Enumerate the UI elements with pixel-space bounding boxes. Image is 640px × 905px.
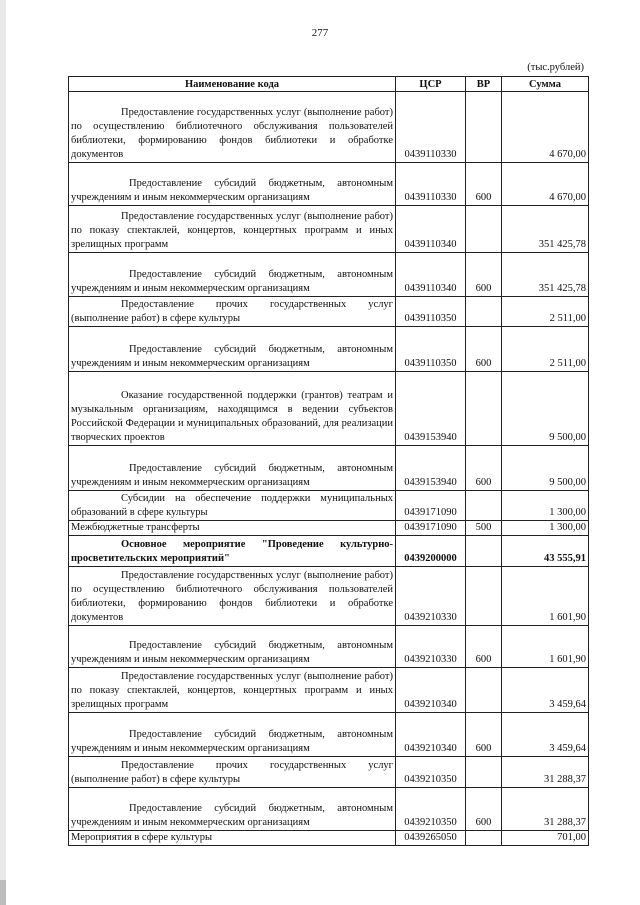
- row-name: Субсидии на обеспечение поддержки муниципальных образований в сфере культуры: [69, 491, 396, 521]
- row-name: Основное мероприятие "Проведение культурно-просветительских мероприятий": [69, 536, 396, 567]
- row-csr: 0439200000: [396, 536, 466, 567]
- row-vr: [466, 831, 502, 846]
- row-sum: 1 601,90: [502, 626, 589, 668]
- row-name: Предоставление государственных услуг (выполнение работ) по показу спектаклей, концертов, концертных программ и иных зрелищных программ: [69, 206, 396, 253]
- row-name: Предоставление государственных услуг (выполнение работ) по осуществлению библиотечного обслуживания пользователей библиотеки, формированию фондов библиотеки и обработке документов: [69, 567, 396, 626]
- row-sum: 9 500,00: [502, 372, 589, 446]
- row-name: Предоставление субсидий бюджетным, автономным учреждениям и иным некоммерческим организациям: [69, 626, 396, 668]
- table-row: [69, 713, 589, 757]
- row-sum: 1 300,00: [502, 521, 589, 536]
- row-vr: [466, 757, 502, 788]
- row-name: Предоставление субсидий бюджетным, автономным учреждениям и иным некоммерческим организациям: [69, 788, 396, 831]
- row-vr: [466, 92, 502, 163]
- row-vr: [466, 297, 502, 327]
- row-name: Оказание государственной поддержки (грантов) театрам и музыкальным организациям, находящимся в ведении субъектов Российской Федерации и муниципальных образований, для реализации творческих проектов: [69, 372, 396, 446]
- row-name: Предоставление прочих государственных услуг (выполнение работ) в сфере культуры: [69, 757, 396, 788]
- row-sum: 701,00: [502, 831, 589, 846]
- row-name: Мероприятия в сфере культуры: [69, 831, 396, 846]
- units-label: (тыс.рублей): [527, 62, 584, 73]
- row-name: Предоставление государственных услуг (выполнение работ) по показу спектаклей, концертов, концертных программ и иных зрелищных программ: [69, 668, 396, 713]
- row-vr: [466, 668, 502, 713]
- table-row: [69, 757, 589, 788]
- row-csr: 0439110340: [396, 206, 466, 253]
- table-row: [69, 297, 589, 327]
- row-csr: 0439210350: [396, 757, 466, 788]
- row-sum: 1 601,90: [502, 567, 589, 626]
- row-csr: 0439210330: [396, 626, 466, 668]
- row-vr: 600: [466, 163, 502, 206]
- row-csr: 0439210340: [396, 713, 466, 757]
- table-row: [69, 521, 589, 536]
- row-sum: 351 425,78: [502, 206, 589, 253]
- row-csr: 0439210350: [396, 788, 466, 831]
- row-sum: 2 511,00: [502, 327, 589, 372]
- row-csr: 0439110350: [396, 297, 466, 327]
- row-sum: 3 459,64: [502, 668, 589, 713]
- table-row: [69, 626, 589, 668]
- header-csr: ЦСР: [396, 77, 466, 92]
- header-sum: Сумма: [502, 77, 589, 92]
- scan-edge: [0, 0, 6, 905]
- row-vr: 600: [466, 253, 502, 297]
- scan-edge-shadow: [0, 880, 6, 905]
- row-sum: 351 425,78: [502, 253, 589, 297]
- table-row: [69, 491, 589, 521]
- row-csr: 0439210340: [396, 668, 466, 713]
- row-csr: 0439110340: [396, 253, 466, 297]
- row-sum: 9 500,00: [502, 446, 589, 491]
- row-csr: 0439153940: [396, 372, 466, 446]
- row-vr: 600: [466, 327, 502, 372]
- row-sum: 4 670,00: [502, 163, 589, 206]
- row-sum: 31 288,37: [502, 788, 589, 831]
- table-row: [69, 92, 589, 163]
- row-vr: [466, 206, 502, 253]
- row-name: Межбюджетные трансферты: [69, 521, 396, 536]
- row-vr: 600: [466, 788, 502, 831]
- row-csr: 0439171090: [396, 521, 466, 536]
- budget-table: [68, 76, 589, 846]
- row-sum: 2 511,00: [502, 297, 589, 327]
- row-vr: [466, 372, 502, 446]
- row-vr: 600: [466, 713, 502, 757]
- row-vr: [466, 567, 502, 626]
- row-name: Предоставление субсидий бюджетным, автономным учреждениям и иным некоммерческим организациям: [69, 327, 396, 372]
- table-row: [69, 253, 589, 297]
- table-row: [69, 668, 589, 713]
- page-number: 277: [311, 27, 329, 39]
- row-sum: 4 670,00: [502, 92, 589, 163]
- row-csr: 0439171090: [396, 491, 466, 521]
- row-csr: 0439110350: [396, 327, 466, 372]
- row-sum: 1 300,00: [502, 491, 589, 521]
- row-csr: 0439110330: [396, 92, 466, 163]
- row-sum: 3 459,64: [502, 713, 589, 757]
- table-row: [69, 831, 589, 846]
- row-vr: 500: [466, 521, 502, 536]
- row-csr: 0439265050: [396, 831, 466, 846]
- row-sum: 43 555,91: [502, 536, 589, 567]
- row-csr: 0439210330: [396, 567, 466, 626]
- row-name: Предоставление субсидий бюджетным, автономным учреждениям и иным некоммерческим организациям: [69, 446, 396, 491]
- row-vr: 600: [466, 626, 502, 668]
- header-name: Наименование кода: [69, 77, 396, 92]
- row-name: Предоставление государственных услуг (выполнение работ) по осуществлению библиотечного обслуживания пользователей библиотеки, формированию фондов библиотеки и обработке документов: [69, 92, 396, 163]
- table-row: [69, 163, 589, 206]
- table-row: [69, 206, 589, 253]
- row-name: Предоставление субсидий бюджетным, автономным учреждениям и иным некоммерческим организациям: [69, 163, 396, 206]
- table-row: [69, 788, 589, 831]
- row-sum: 31 288,37: [502, 757, 589, 788]
- row-csr: 0439110330: [396, 163, 466, 206]
- header-vr: ВР: [466, 77, 502, 92]
- table-row: [69, 372, 589, 446]
- row-vr: [466, 536, 502, 567]
- row-name: Предоставление субсидий бюджетным, автономным учреждениям и иным некоммерческим организациям: [69, 253, 396, 297]
- row-vr: [466, 491, 502, 521]
- table-row: [69, 446, 589, 491]
- table-row: [69, 567, 589, 626]
- table-row: [69, 536, 589, 567]
- row-csr: 0439153940: [396, 446, 466, 491]
- row-name: Предоставление субсидий бюджетным, автономным учреждениям и иным некоммерческим организациям: [69, 713, 396, 757]
- row-name: Предоставление прочих государственных услуг (выполнение работ) в сфере культуры: [69, 297, 396, 327]
- table-header-row: [69, 77, 589, 92]
- table-row: [69, 327, 589, 372]
- row-vr: 600: [466, 446, 502, 491]
